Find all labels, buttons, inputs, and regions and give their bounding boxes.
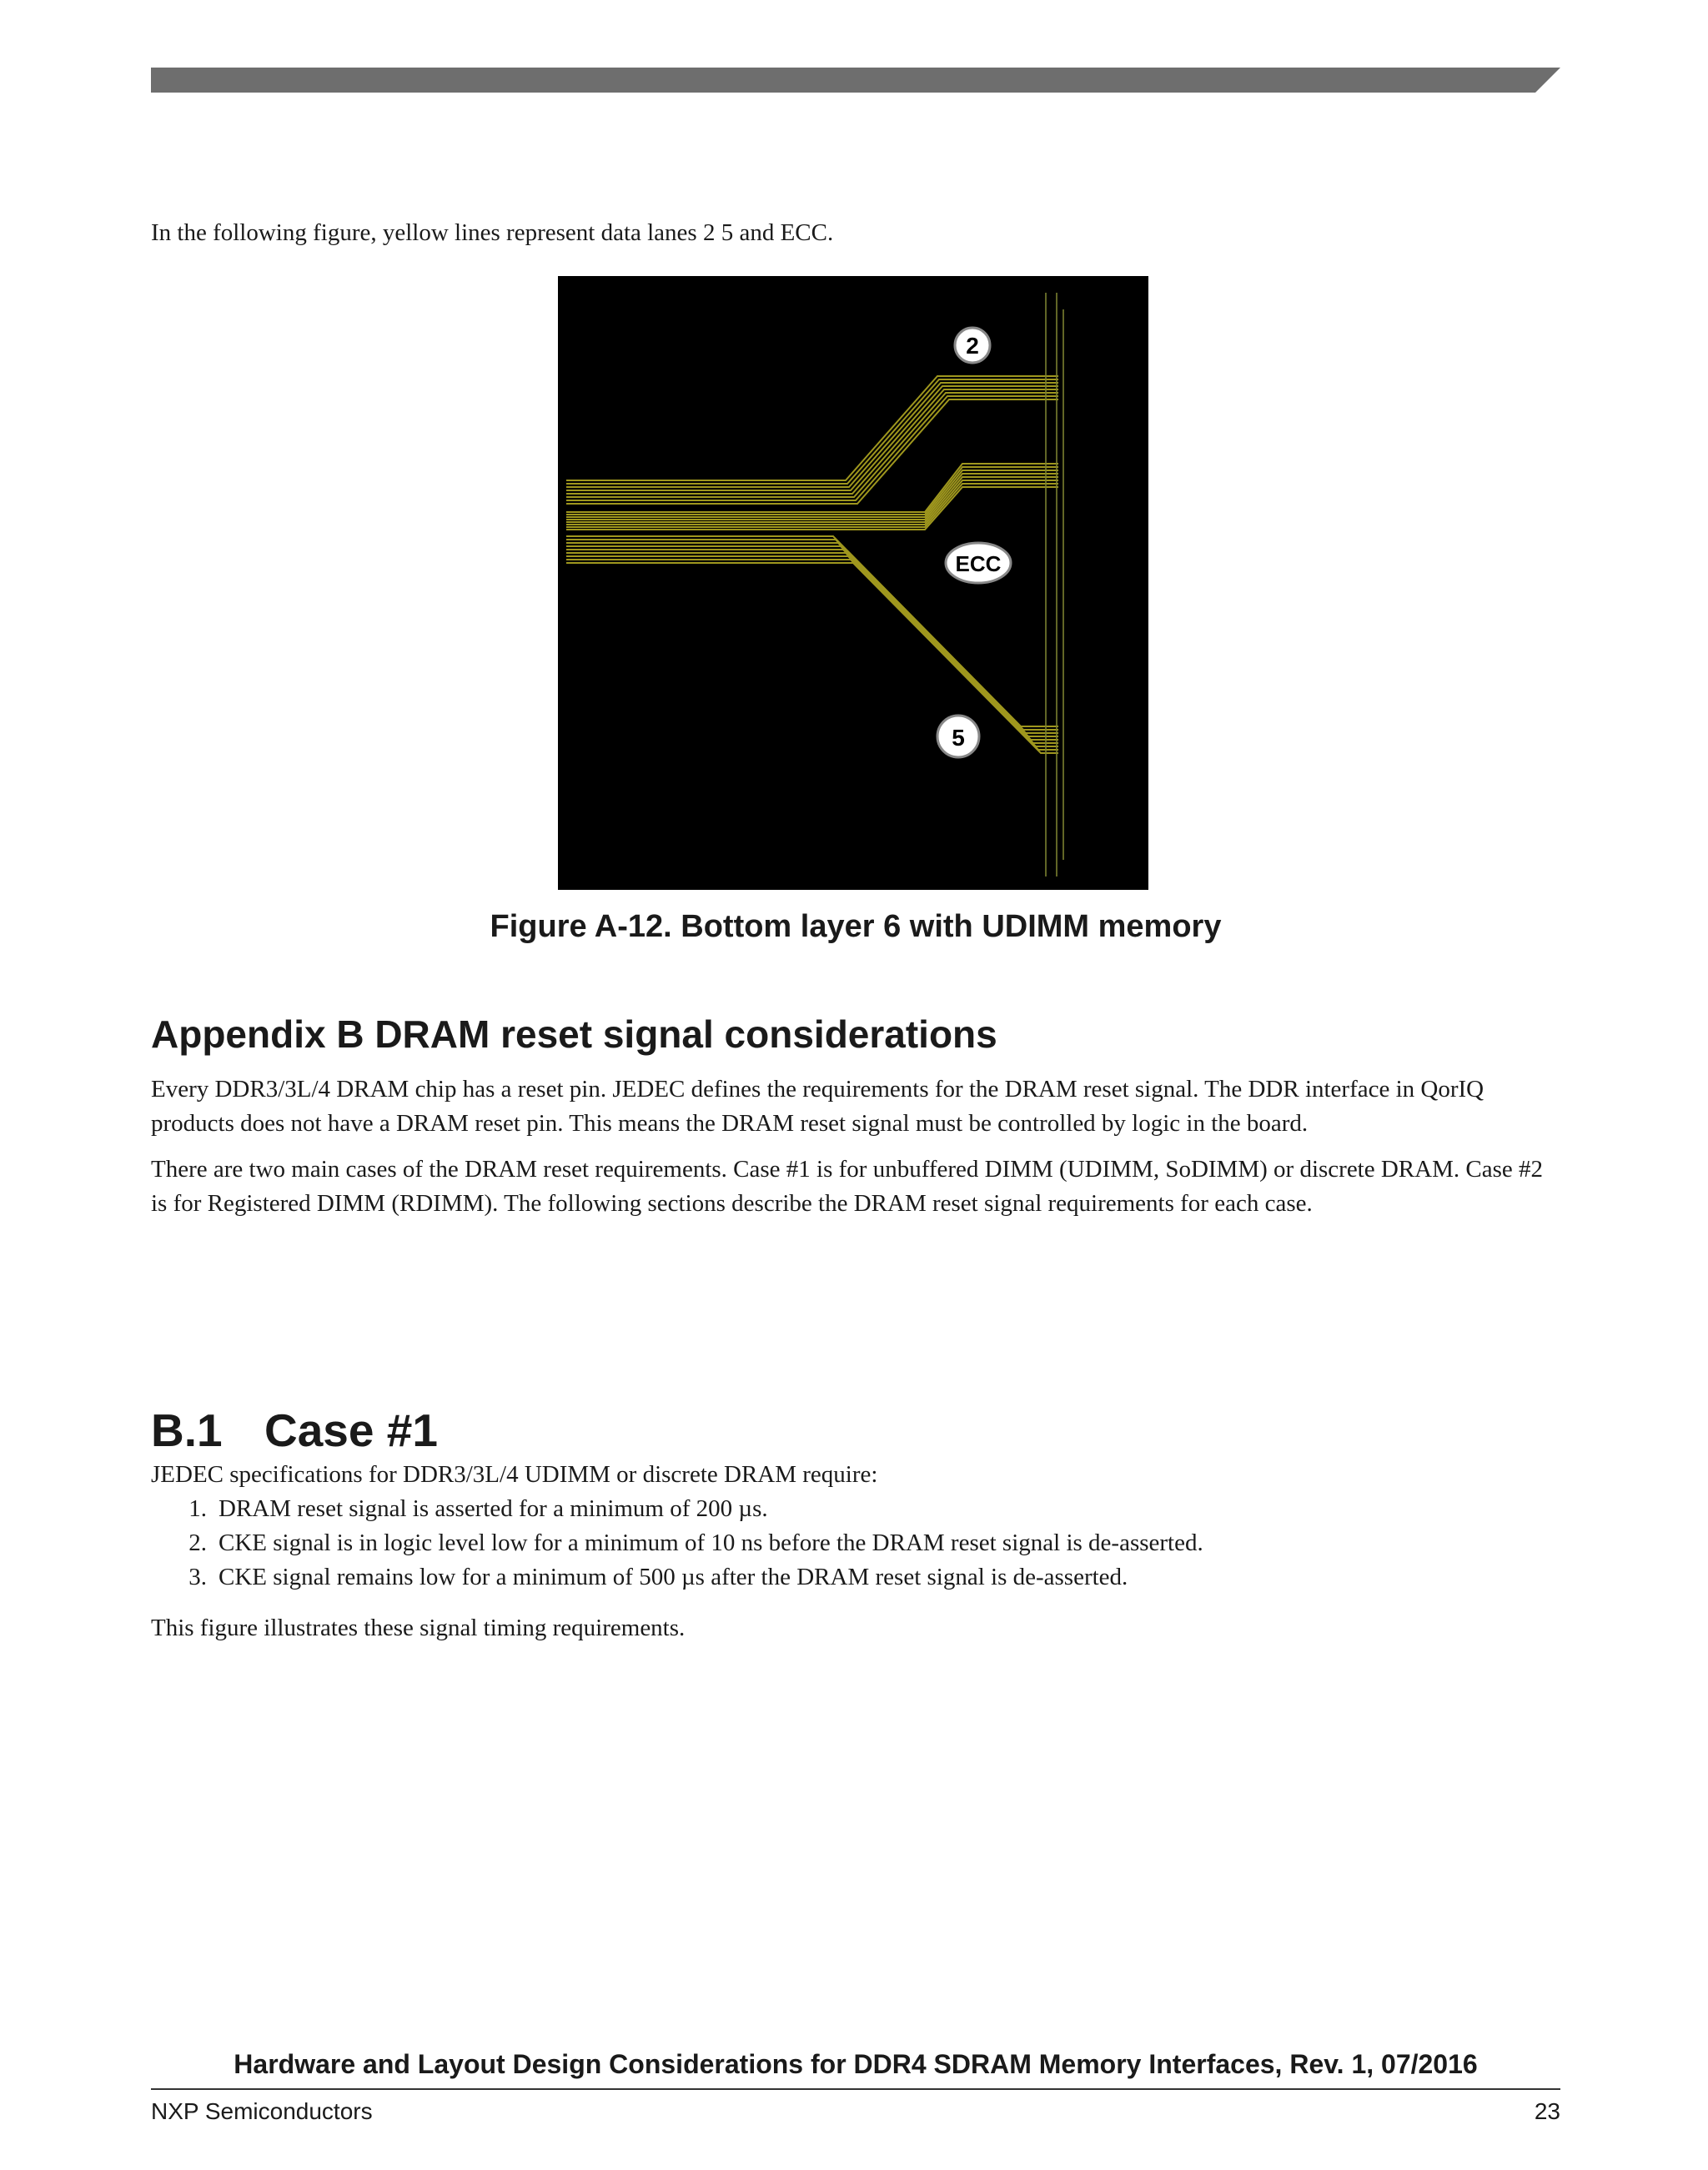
svg-text:ECC: ECC: [955, 551, 1002, 576]
svg-text:2: 2: [966, 333, 979, 359]
requirements-list: [151, 1492, 1560, 1595]
ecc-marker: [946, 543, 1011, 583]
figure-caption: Figure A-12. Bottom layer 6 with UDIMM memory: [490, 909, 1222, 944]
document-title-footer: Hardware and Layout Design Considerations for DDR4 SDRAM Memory Interfaces, Rev. 1, 07/2016: [234, 2049, 1478, 2079]
appendix-body: [151, 1072, 1560, 1233]
section-number: B.1: [151, 1404, 223, 1456]
appendix-paragraph-2: There are two main cases of the DRAM reset requirements. Case #1 is for unbuffered DIMM (UDIMM, SoDIMM) or discrete DRAM. Case #2 is for Registered DIMM (RDIMM). The following sections describe the DRAM reset signal requirements for each case.: [151, 1156, 1544, 1217]
company-name: NXP Semiconductors: [151, 2098, 373, 2124]
header-bar: [151, 68, 1560, 93]
section-lead: JEDEC specifications for DDR3/3L/4 UDIMM or discrete DRAM require:: [151, 1461, 878, 1488]
appendix-paragraph-1: Every DDR3/3L/4 DRAM chip has a reset pin. JEDEC defines the requirements for the DRAM reset signal. The DDR interface in QorIQ products does not have a DRAM reset pin. This means the DRAM reset signal must be controlled by logic in the board.: [151, 1076, 1484, 1137]
list-item: 2. CKE signal is in logic level low for a minimum of 10 ns before the DRAM reset signal is de-asserted.: [188, 1530, 1203, 1556]
lane-2-marker: [955, 328, 990, 363]
section-b1-body: [151, 1458, 1560, 1645]
page-number: 23: [1534, 2098, 1560, 2124]
pcb-layout-figure: [558, 276, 1148, 890]
svg-text:5: 5: [952, 725, 965, 751]
appendix-heading: Appendix B DRAM reset signal considerations: [151, 1012, 997, 1056]
lane-5-marker: [937, 716, 979, 757]
footer-divider: [151, 2088, 1560, 2090]
closing-paragraph: This figure illustrates these signal timing requirements.: [151, 1615, 686, 1641]
intro-paragraph: In the following figure, yellow lines represent data lanes 2 5 and ECC.: [151, 219, 834, 246]
list-item: 1. DRAM reset signal is asserted for a minimum of 200 µs.: [188, 1495, 768, 1522]
section-b1-heading: [151, 1403, 438, 1458]
pcb-traces-image: [558, 276, 1148, 890]
section-title: Case #1: [264, 1404, 438, 1456]
list-item: 3. CKE signal remains low for a minimum of 500 µs after the DRAM reset signal is de-asserted.: [188, 1564, 1128, 1590]
